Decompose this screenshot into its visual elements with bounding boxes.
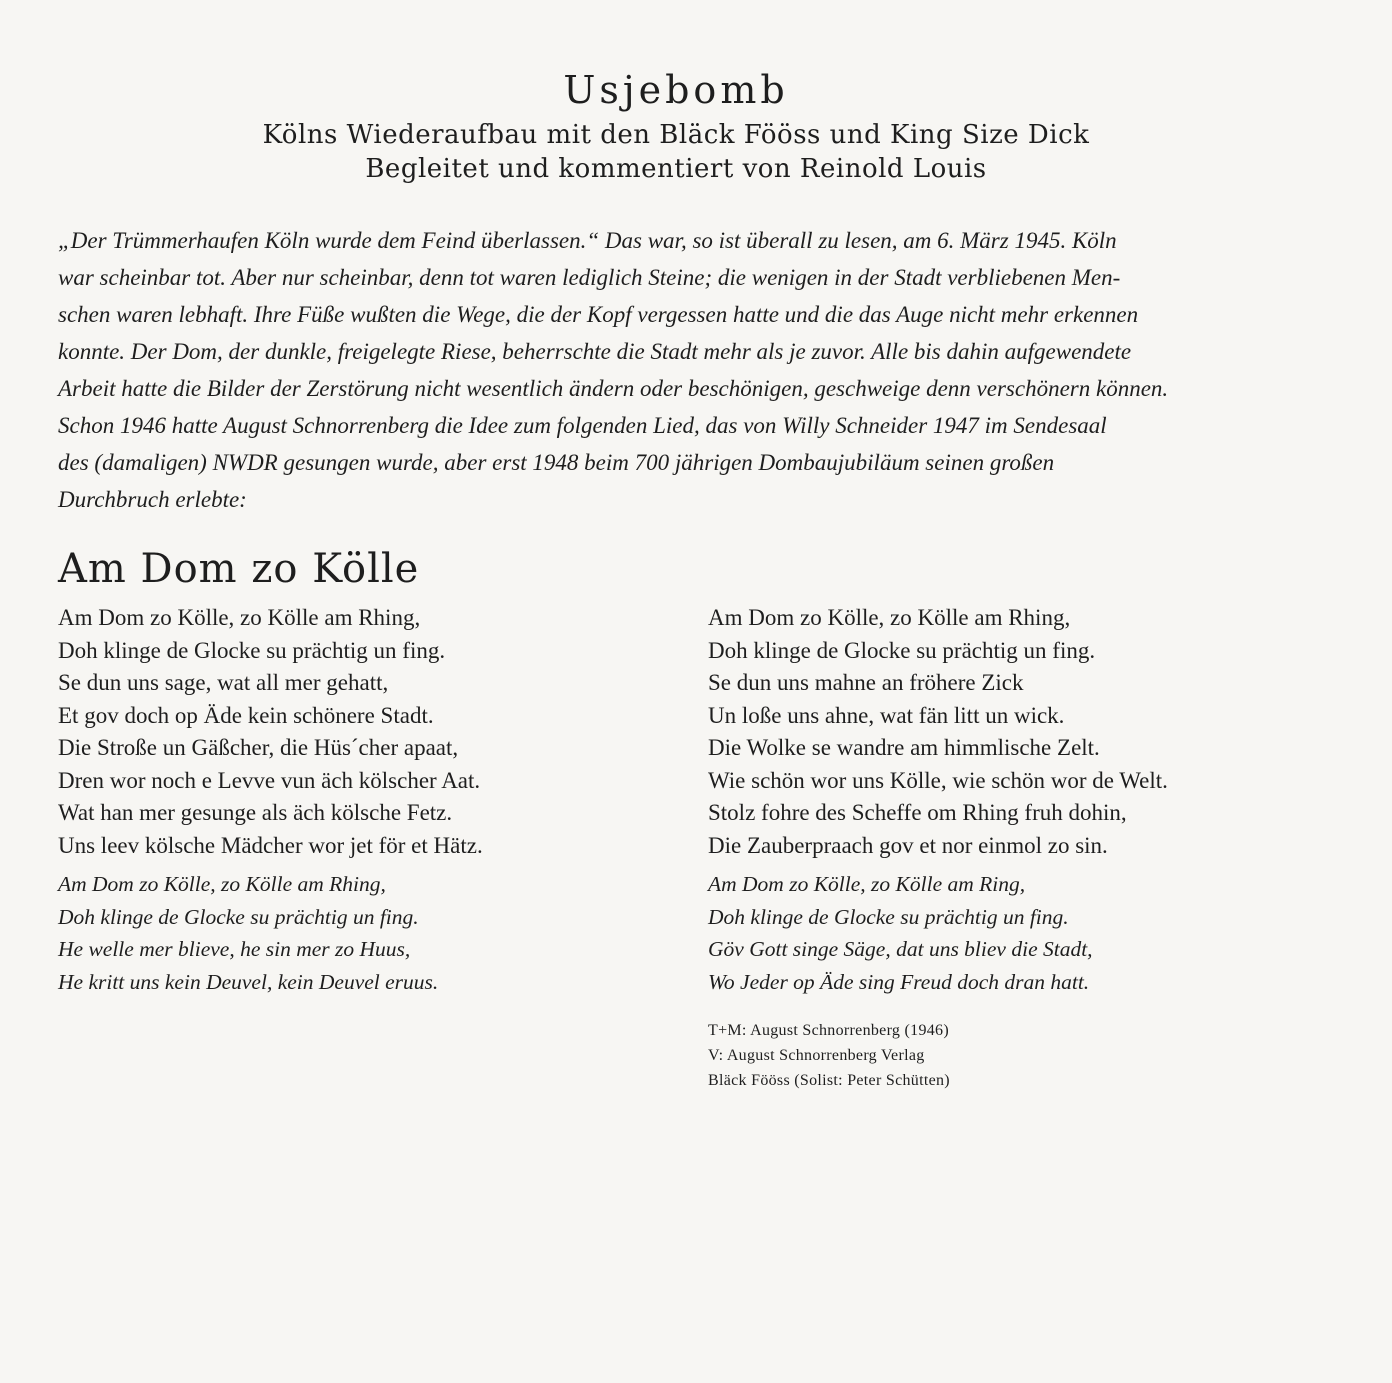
- verse-line: Se dun uns sage, wat all mer gehatt,: [58, 670, 389, 695]
- verse-line: Am Dom zo Kölle, zo Kölle am Rhing,: [708, 605, 1071, 630]
- verse-line: Doh klinge de Glocke su prächtig un fing.: [58, 637, 446, 663]
- intro-line: Schon 1946 hatte August Schnorrenberg die Idee zum folgenden Lied, das von Willy Schneider 1947 im Sendesaal: [58, 413, 1107, 438]
- credit-line: Bläck Fööss (Solist: Peter Schütten): [708, 1072, 950, 1089]
- verse-line: Uns leev kölsche Mädcher wor jet för et Hätz.: [58, 832, 483, 858]
- verse-line: Et gov doch op Äde kein schönere Stadt.: [58, 702, 434, 728]
- intro-line: Durchbruch erlebte:: [58, 487, 247, 512]
- intro-line: schen waren lebhaft. Ihre Füße wußten die Wege, die der Kopf vergessen hatte und die das Auge nicht mehr erkennen: [58, 302, 1139, 327]
- intro-paragraph: [58, 222, 1308, 518]
- chorus-line: Am Dom zo Kölle, zo Kölle am Ring,: [708, 872, 1026, 896]
- verse-line: Wat han mer gesunge als äch kölsche Fetz.: [58, 800, 453, 825]
- verse-line: Se dun uns mahne an fröhere Zick: [708, 670, 1024, 695]
- intro-line: war scheinbar tot. Aber nur scheinbar, denn tot waren lediglich Steine; die wenigen in der Stadt verbliebenen Men-: [58, 265, 1121, 290]
- lyrics-column-right: [708, 602, 1168, 998]
- chorus-line: He welle mer blieve, he sin mer zo Huus,: [58, 937, 411, 961]
- verse-line: Dren wor noch e Levve vun äch kölscher Aat.: [58, 767, 481, 793]
- lyrics-column-left: [58, 602, 483, 998]
- intro-line: „Der Trümmerhaufen Köln wurde dem Feind überlassen.“ Das war, so ist überall zu lesen, am 6. März 1945. Köln: [58, 228, 1117, 253]
- verse-line: Die Zauberpraach gov et nor einmol zo sin.: [708, 832, 1108, 858]
- chorus-line: Am Dom zo Kölle, zo Kölle am Rhing,: [58, 872, 386, 896]
- chorus-left: [58, 868, 483, 998]
- intro-line: Arbeit hatte die Bilder der Zerstörung nicht wesentlich ändern oder beschönigen, geschweige denn verschönern können.: [58, 376, 1169, 401]
- verse-line: Wie schön wor uns Kölle, wie schön wor de Welt.: [708, 767, 1168, 793]
- intro-line: konnte. Der Dom, der dunkle, freigelegte Riese, beherrschte die Stadt mehr als je zuvor. Alle bis dahin aufgewendete: [58, 339, 1132, 364]
- verse-line: Doh klinge de Glocke su prächtig un fing.: [708, 637, 1096, 663]
- verse-left: [58, 602, 483, 862]
- verse-line: Un loße uns ahne, wat fän litt un wick.: [708, 702, 1065, 728]
- page-subtitle: Kölns Wiederaufbau mit den Bläck Fööss und King Size Dick: [262, 120, 1090, 150]
- page-byline: Begleitet und kommentiert von Reinold Louis: [365, 154, 987, 184]
- verse-right: [708, 602, 1168, 862]
- verse-line: Stolz fohre des Scheffe om Rhing fruh dohin,: [708, 800, 1127, 825]
- chorus-line: He kritt uns kein Deuvel, kein Deuvel eruus.: [58, 969, 439, 994]
- intro-line: des (damaligen) NWDR gesungen wurde, aber erst 1948 beim 700 jährigen Dombaujubiläum seinen großen: [58, 450, 1055, 475]
- chorus-line: Wo Jeder op Äde sing Freud doch dran hatt.: [708, 969, 1090, 994]
- chorus-line: Doh klinge de Glocke su prächtig un fing.: [708, 904, 1069, 929]
- page-title: Usjebomb: [563, 68, 789, 112]
- song-title: Am Dom zo Kölle: [58, 546, 420, 592]
- chorus-right: [708, 868, 1168, 998]
- verse-line: Die Stroße un Gäßcher, die Hüs´cher apaat,: [58, 735, 459, 760]
- verse-line: Am Dom zo Kölle, zo Kölle am Rhing,: [58, 605, 421, 630]
- verse-line: Die Wolke se wandre am himmlische Zelt.: [708, 735, 1100, 760]
- credit-line: T+M: August Schnorrenberg (1946): [708, 1022, 949, 1039]
- chorus-line: Göv Gott singe Säge, dat uns bliev die Stadt,: [708, 937, 1093, 961]
- credit-line: V: August Schnorrenberg Verlag: [708, 1047, 925, 1064]
- chorus-line: Doh klinge de Glocke su prächtig un fing.: [58, 904, 419, 929]
- song-credits: [708, 1018, 950, 1093]
